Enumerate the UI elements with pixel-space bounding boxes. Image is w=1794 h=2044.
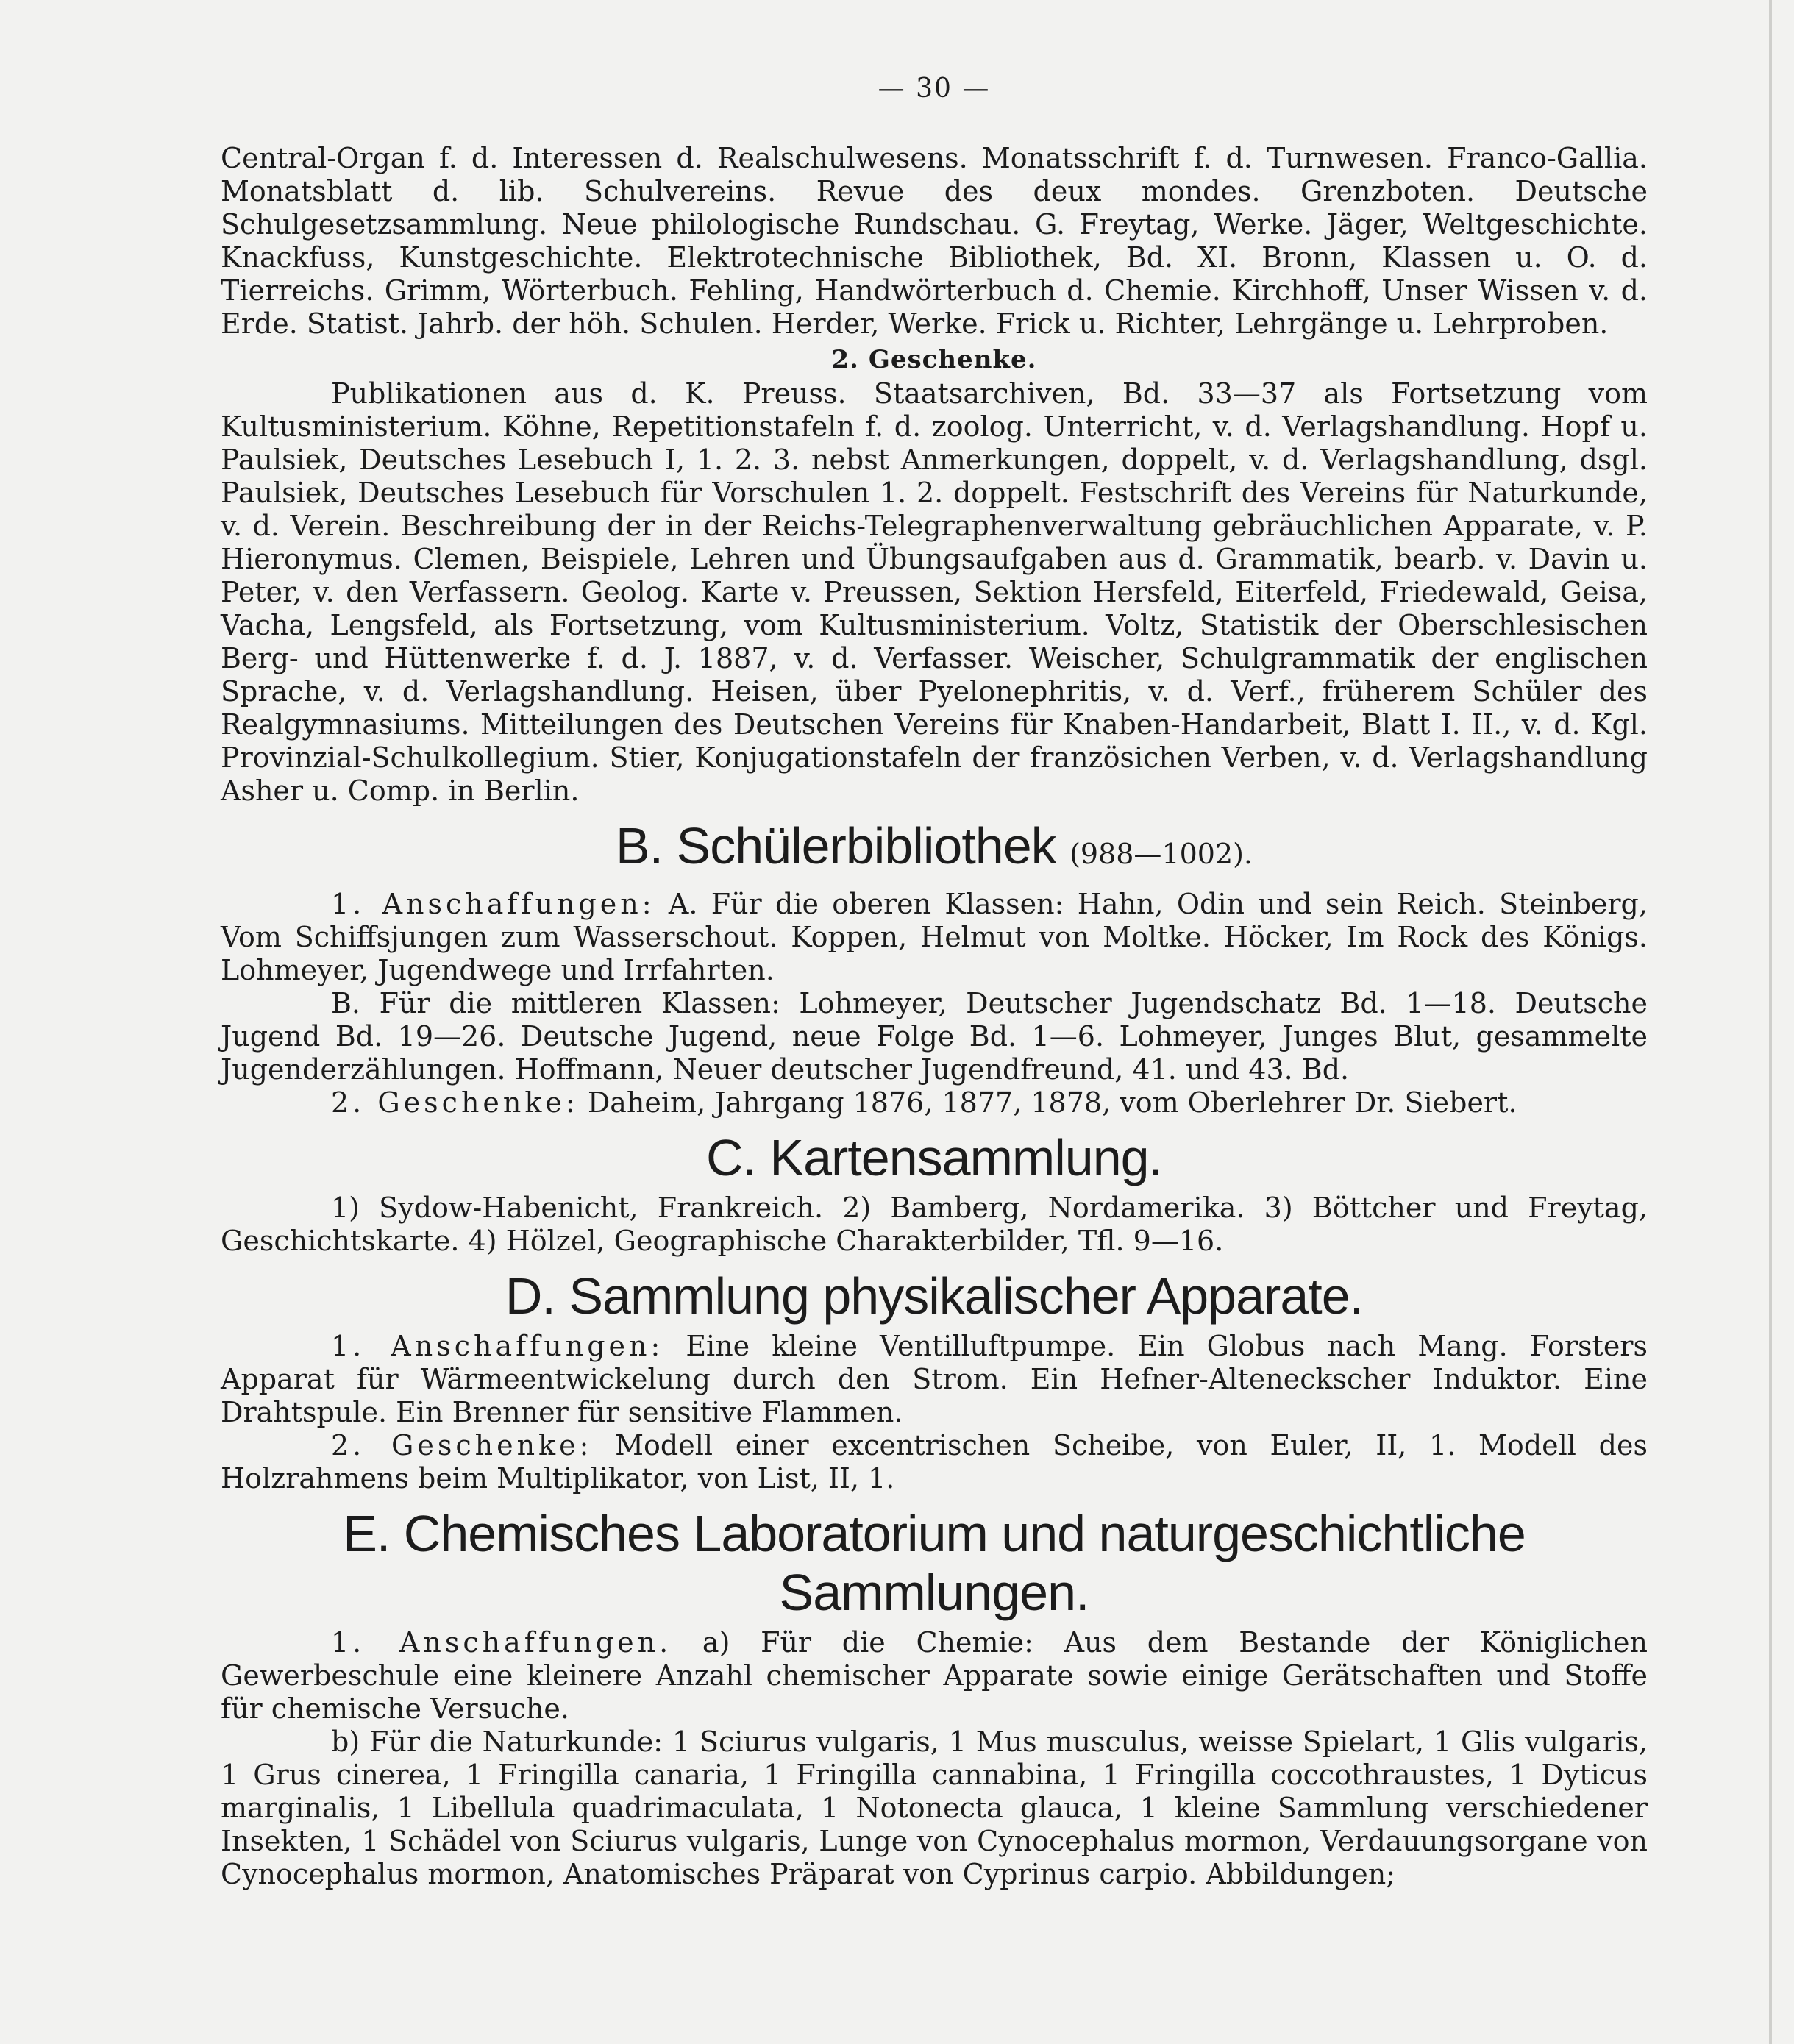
d1-label: 1. Anschaffungen: xyxy=(331,1330,664,1362)
section-d-heading: D. Sammlung physikalischer Apparate. xyxy=(505,1267,1364,1325)
paragraph-d1 xyxy=(221,1330,1648,1429)
page-number: — 30 — xyxy=(878,74,991,104)
paragraph-e1 xyxy=(221,1626,1648,1726)
paragraph-b1b: B. Für die mittleren Klassen: Lohmeyer, Deutscher Jugendschatz Bd. 1—18. Deutsche Jugend Bd. 19—26. Deutsche Jugend, neue Folge Bd. 1—6. Lohmeyer, Junges Blut, gesammelte Jugenderzählungen. Hoffmann, Neuer deutscher Jugendfreund, 41. und 43. Bd. xyxy=(221,987,1648,1086)
paragraph-b2 xyxy=(221,1086,1648,1119)
paragraph-e1b: b) Für die Naturkunde: 1 Sciurus vulgaris, 1 Mus musculus, weisse Spielart, 1 Glis vulgaris, 1 Grus cinerea, 1 Fringilla canaria, 1 Fringilla cannabina, 1 Fringilla coccothraustes, 1 Dyticus marginalis, 1 Libellula quadrimaculata, 1 Notonecta glauca, 1 kleine Sammlung verschiedener Insekten, 1 Schädel von Sciurus vulgaris, Lunge von Cynocephalus mormon, Verdauungsorgane von Cynocephalus mormon, Anatomisches Präparat von Cyprinus carpio. Abbildungen; xyxy=(221,1726,1648,1890)
d2-label: 2. Geschenke: xyxy=(331,1429,593,1461)
paragraph-periodicals: Central-Organ f. d. Interessen d. Realschulwesens. Monatsschrift f. d. Turnwesen. Franco-Gallia. Monatsblatt d. lib. Schulvereins. Revue des deux mondes. Grenzboten. Deutsche Schulgesetzsammlung. Neue philologische Rundschau. G. Freytag, Werke. Jäger, Weltgeschichte. Knackfuss, Kunstgeschichte. Elektrotechnische Bibliothek, Bd. XI. Bronn, Klassen u. O. d. Tierreichs. Grimm, Wörterbuch. Fehling, Handwörterbuch d. Chemie. Kirchhoff, Unser Wissen v. d. Erde. Statist. Jahrb. der höh. Schulen. Herder, Werke. Frick u. Richter, Lehrgänge u. Lehrproben. xyxy=(221,142,1648,340)
b1-text: A. Für die oberen Klassen: Hahn, Odin und sein Reich. Steinberg, Vom Schiffsjungen zum Wasserschout. Koppen, Helmut von Moltke. Höcker, Im Rock des Königs. Lohmeyer, Jugendwege und Irrfahrten. xyxy=(221,888,1648,986)
section-c-heading: C. Kartensammlung. xyxy=(705,1129,1163,1186)
b1-label: 1. Anschaffungen: xyxy=(331,888,655,920)
page-edge xyxy=(1769,0,1772,2044)
paragraph-c1: 1) Sydow-Habenicht, Frankreich. 2) Bamberg, Nordamerika. 3) Böttcher und Freytag, Geschichtskarte. 4) Hölzel, Geographische Charakterbilder, Tfl. 9—16. xyxy=(221,1192,1648,1257)
d1-text: Eine kleine Ventilluftpumpe. Ein Globus nach Mang. Forsters Apparat für Wärmeentwickelung durch den Strom. Ein Hefner-Alteneckscher Induktor. Eine Drahtspule. Ein Brenner für sensitive Flammen. xyxy=(221,1330,1648,1428)
page-content xyxy=(221,74,1648,1891)
section-b-heading xyxy=(221,816,1648,883)
e1-text: a) Für die Chemie: Aus dem Bestande der Königlichen Gewerbeschule eine kleinere Anzahl chemischer Apparate sowie einige Gerätschaften und Stoffe für chemische Versuche. xyxy=(221,1626,1648,1725)
paragraph-b1 xyxy=(221,888,1648,987)
section-b-range: (988—1002). xyxy=(1069,838,1253,870)
paragraph-geschenke: Publikationen aus d. K. Preuss. Staatsarchiven, Bd. 33—37 als Fortsetzung vom Kultusministerium. Köhne, Repetitionstafeln f. d. zoolog. Unterricht, v. d. Verlagshandlung. Hopf u. Paulsiek, Deutsches Lesebuch I, 1. 2. 3. nebst Anmerkungen, doppelt, v. d. Verlagshandlung, dsgl. Paulsiek, Deutsches Lesebuch für Vorschulen 1. 2. doppelt. Festschrift des Vereins für Naturkunde, v. d. Verein. Beschreibung der in der Reichs-Telegraphenverwaltung gebräuchlichen Apparate, v. P. Hieronymus. Clemen, Beispiele, Lehren und Übungsaufgaben aus d. Grammatik, bearb. v. Davin u. Peter, v. den Verfassern. Geolog. Karte v. Preussen, Sektion Hersfeld, Eiterfeld, Friedewald, Geisa, Vacha, Lengsfeld, als Fortsetzung, vom Kultusministerium. Voltz, Statistik der Oberschlesischen Berg- und Hüttenwerke f. d. J. 1887, v. d. Verfasser. Weischer, Schulgrammatik der englischen Sprache, v. d. Verlagshandlung. Heisen, über Pyelonephritis, v. d. Verf., früherem Schüler des Realgymnasiums. Mitteilungen des Deutschen Vereins für Knaben-Handarbeit, Blatt I. II., v. d. Kgl. Provinzial-Schulkollegium. Stier, Konjugationstafeln der französichen Verben, v. d. Verlagshandlung Asher u. Comp. in Berlin. xyxy=(221,377,1648,807)
section-b-title: B. Schülerbibliothek xyxy=(615,817,1056,875)
paragraph-d2 xyxy=(221,1429,1648,1495)
d2-text: Modell einer excentrischen Scheibe, von Euler, II, 1. Modell des Holzrahmens beim Multiplikator, von List, II, 1. xyxy=(221,1429,1648,1495)
b2-text: Daheim, Jahrgang 1876, 1877, 1878, vom Oberlehrer Dr. Siebert. xyxy=(587,1086,1517,1119)
b2-label: 2. Geschenke: xyxy=(331,1086,579,1119)
section-e-heading: E. Chemisches Laboratorium und naturgeschichtliche Sammlungen. xyxy=(343,1505,1526,1621)
subheading-geschenke: 2. Geschenke. xyxy=(831,345,1037,374)
e1-label: 1. Anschaffungen. xyxy=(331,1626,672,1659)
